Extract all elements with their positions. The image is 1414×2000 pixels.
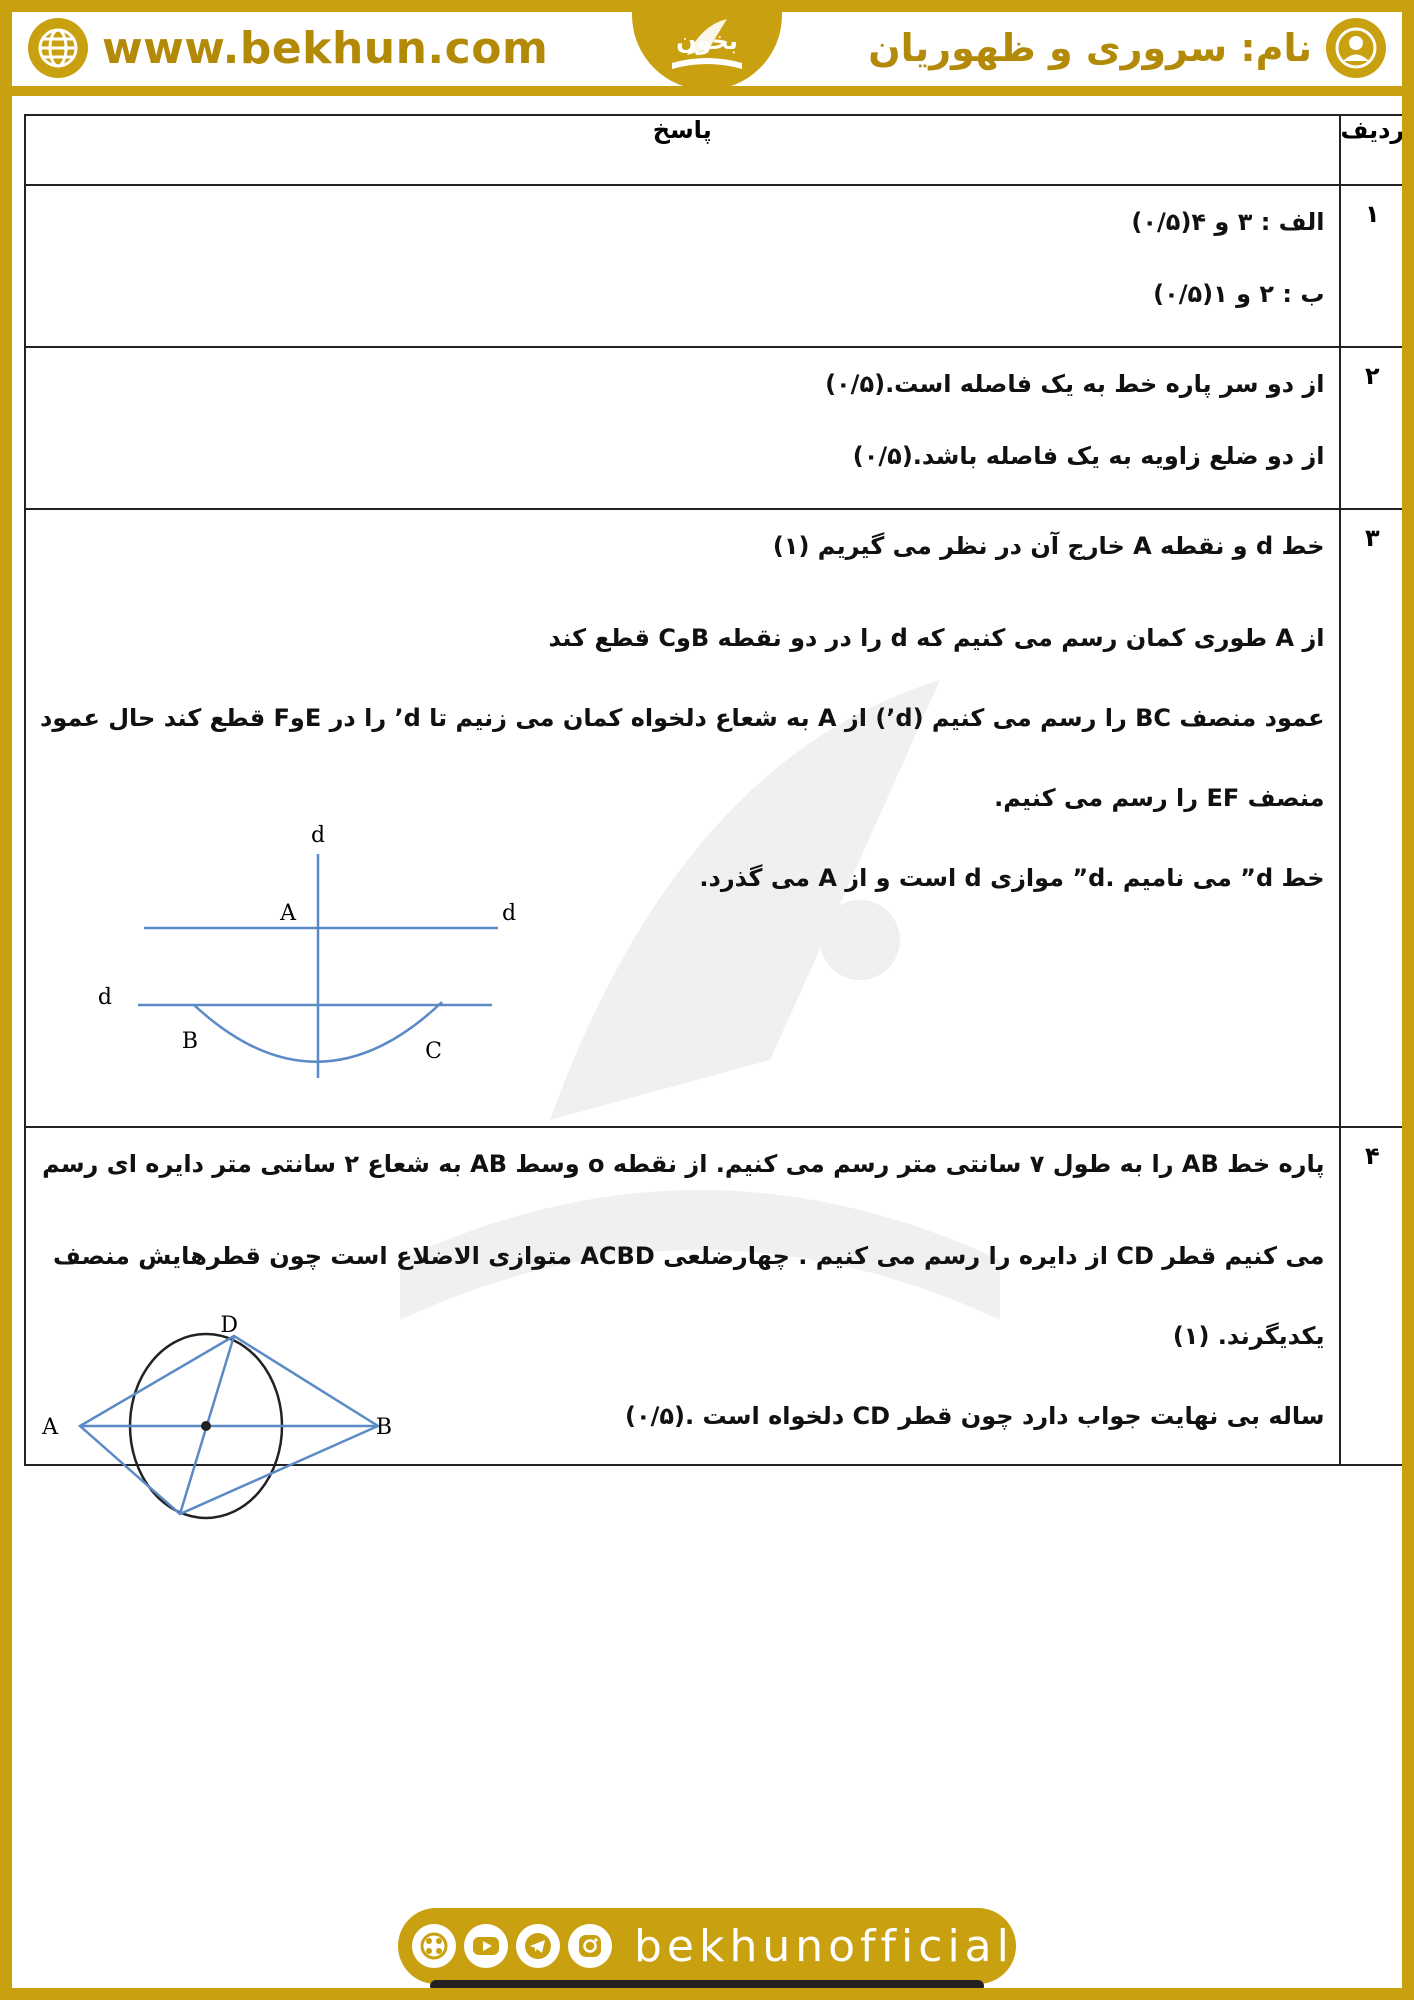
answer-line: پاره خط AB را به طول ۷ سانتی متر رسم می کنیم. از نقطه o وسط AB به شعاع ۲ سانتی متر دایره ای رسم	[42, 1150, 1325, 1178]
label-a: A	[42, 1415, 58, 1440]
row-number: ۱	[1340, 185, 1406, 347]
answer-line: می کنیم قطر CD از دایره را رسم می کنیم . چهارضلعی ACBD متوازی الاضلاع است چون قطرهایش منصف	[53, 1242, 1325, 1270]
footer-shadow	[430, 1980, 984, 1992]
youtube-icon[interactable]	[464, 1924, 508, 1968]
book-logo-icon	[647, 5, 767, 85]
row-number: ۳	[1340, 509, 1406, 1127]
parallel-line-figure	[86, 820, 517, 1080]
label-d-right: d	[502, 901, 517, 926]
row-number: ۲	[1340, 347, 1406, 509]
answer-line: ب : ۲ و ۱(۰/۵)	[1153, 280, 1325, 308]
instagram-icon[interactable]	[568, 1924, 612, 1968]
column-header-row: ردیف	[1340, 115, 1406, 185]
row-number: ۴	[1340, 1127, 1406, 1465]
answer-line: خط d” می نامیم .d” موازی d است و از A می گذرد.	[699, 864, 1325, 892]
center-point	[201, 1421, 211, 1431]
answer-line: از دو ضلع زاویه به یک فاصله باشد.(۰/۵)	[852, 442, 1325, 470]
answer-line: الف : ۳ و ۴(۰/۵)	[1131, 208, 1325, 236]
answer-table	[24, 114, 1406, 1466]
parallelogram-figure	[42, 1313, 416, 1534]
aparat-icon[interactable]	[412, 1924, 456, 1968]
logo-text: بخون	[676, 27, 738, 55]
page-header	[0, 0, 1414, 96]
telegram-icon[interactable]	[516, 1924, 560, 1968]
name-label: نام: سروری و ظهوریان	[868, 26, 1312, 70]
social-handle[interactable]: bekhunofficial	[634, 1920, 1014, 1972]
brand-logo	[632, 0, 782, 90]
answer-line: عمود منصف BC را رسم می کنیم (d’) از A به شعاع دلخواه کمان می زنیم تا d’ را در EوF قطع کند حال عمود	[40, 704, 1325, 732]
user-icon	[1326, 18, 1386, 78]
label-a: A	[280, 901, 296, 926]
table-row	[25, 185, 1405, 347]
website-text: www.bekhun.com	[102, 22, 549, 74]
answer-line: از A طوری کمان رسم می کنیم که d را در دو نقطه BوC قطع کند	[548, 624, 1325, 652]
answer-line: خط d و نقطه A خارج آن در نظر می گیریم (۱)	[772, 532, 1325, 560]
answer-line: از دو سر پاره خط به یک فاصله است.(۰/۵)	[825, 370, 1325, 398]
student-name	[868, 18, 1386, 78]
label-d-top: d	[310, 823, 326, 848]
answer-line: منصف EF را رسم می کنیم.	[994, 784, 1325, 812]
label-d: D	[220, 1313, 238, 1338]
table-row	[25, 509, 1405, 1127]
table-row	[25, 347, 1405, 509]
website-link[interactable]	[28, 18, 548, 78]
table-header-row	[25, 115, 1405, 185]
column-header-answer: پاسخ	[25, 115, 1340, 185]
table-row	[25, 1127, 1405, 1465]
answer-cell	[25, 347, 1340, 509]
label-b: B	[375, 1415, 392, 1440]
social-footer	[398, 1908, 1016, 1984]
globe-icon	[28, 18, 88, 78]
label-c: C	[425, 1039, 442, 1064]
answer-cell	[25, 185, 1340, 347]
label-b: B	[181, 1029, 198, 1054]
answer-cell	[25, 1127, 1340, 1465]
label-d-left: d	[97, 985, 112, 1010]
answer-line: یکدیگرند. (۱)	[1172, 1322, 1325, 1350]
answer-cell	[25, 509, 1340, 1127]
answer-line: ساله بی نهایت جواب دارد چون قطر CD دلخواه است .(۰/۵)	[625, 1402, 1325, 1430]
